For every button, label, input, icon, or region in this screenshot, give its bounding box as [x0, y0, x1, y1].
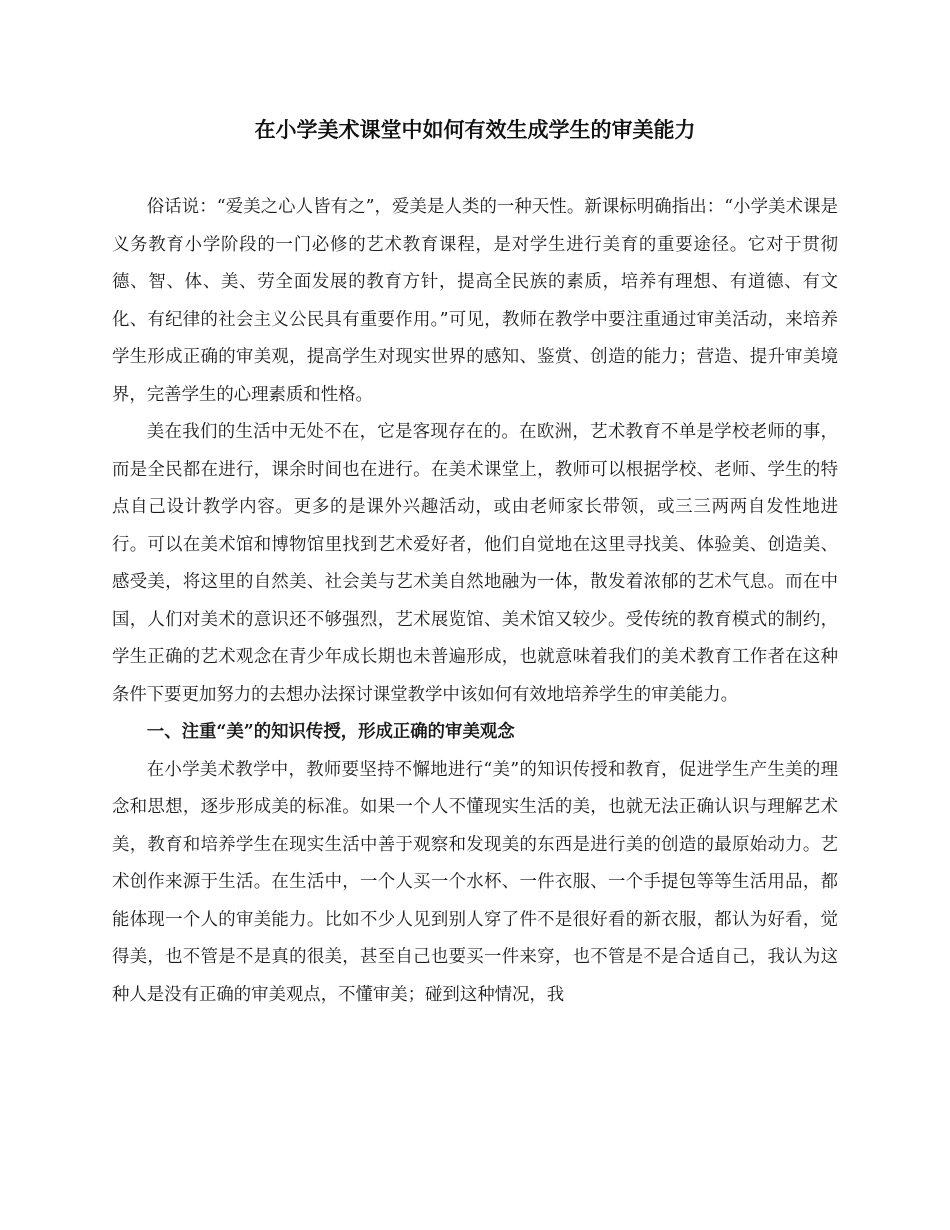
body-paragraph-2: 美在我们的生活中无处不在，它是客现存在的。在欧洲，艺术教育不单是学校老师的事，而是全民都在进行，课余时间也在进行。在美术课堂上，教师可以根据学校、老师、学生的特点自己设计教学内容。更多的是课外兴趣活动，或由老师家长带领，或三三两两自发性地进行。可以在美术馆和博物馆里找到艺术爱好者，他们自觉地在这里寻找美、体验美、创造美、感受美，将这里的自然美、社会美与艺术美自然地融为一体，散发着浓郁的艺术气息。而在中国，人们对美术的意识还不够强烈，艺术展览馆、美术馆又较少。受传统的教育模式的制约，学生正确的艺术观念在青少年成长期也未普遍形成，也就意味着我们的美术教育工作者在这种条件下要更加努力的去想办法探讨课堂教学中该如何有效地培养学生的审美能力。: [112, 422, 838, 705]
body-paragraph-1: 俗话说：“爱美之心人皆有之”，爱美是人类的一种天性。新课标明确指出：“小学美术课是义务教育小学阶段的一门必修的艺术教育课程，是对学生进行美育的重要途径。它对于贯彻德、智、体、美、劳全面发展的教育方针，提高全民族的素质，培养有理想、有道德、有文化、有纪律的社会主义公民具有重要作用。”可见，教师在教学中要注重通过审美活动，来培养学生形成正确的审美观，提高学生对现实世界的感知、鉴赏、创造的能力；营造、提升审美境界，完善学生的心理素质和性格。: [112, 197, 838, 405]
document-body: [112, 189, 838, 1014]
document-title: 在小学美术课堂中如何有效生成学生的审美能力: [254, 117, 696, 142]
section-heading-1: 一、注重“美”的知识传授，形成正确的审美观念: [146, 722, 515, 742]
body-paragraph-3: 在小学美术教学中，教师要坚持不懈地进行“美”的知识传授和教育，促进学生产生美的理念和思想，逐步形成美的标准。如果一个人不懂现实生活的美，也就无法正确认识与理解艺术美，教育和培养学生在现实生活中善于观察和发现美的东西是进行美的创造的最原始动力。艺术创作来源于生活。在生活中，一个人买一个水杯、一件衣服、一个手提包等等生活用品，都能体现一个人的审美能力。比如不少人见到别人穿了件不是很好看的新衣服，都认为好看，觉得美，也不管是不是真的很美，甚至自己也要买一件来穿，也不管是不是合适自己，我认为这种人是没有正确的审美观点，不懂审美；碰到这种情况，我: [112, 759, 838, 1005]
